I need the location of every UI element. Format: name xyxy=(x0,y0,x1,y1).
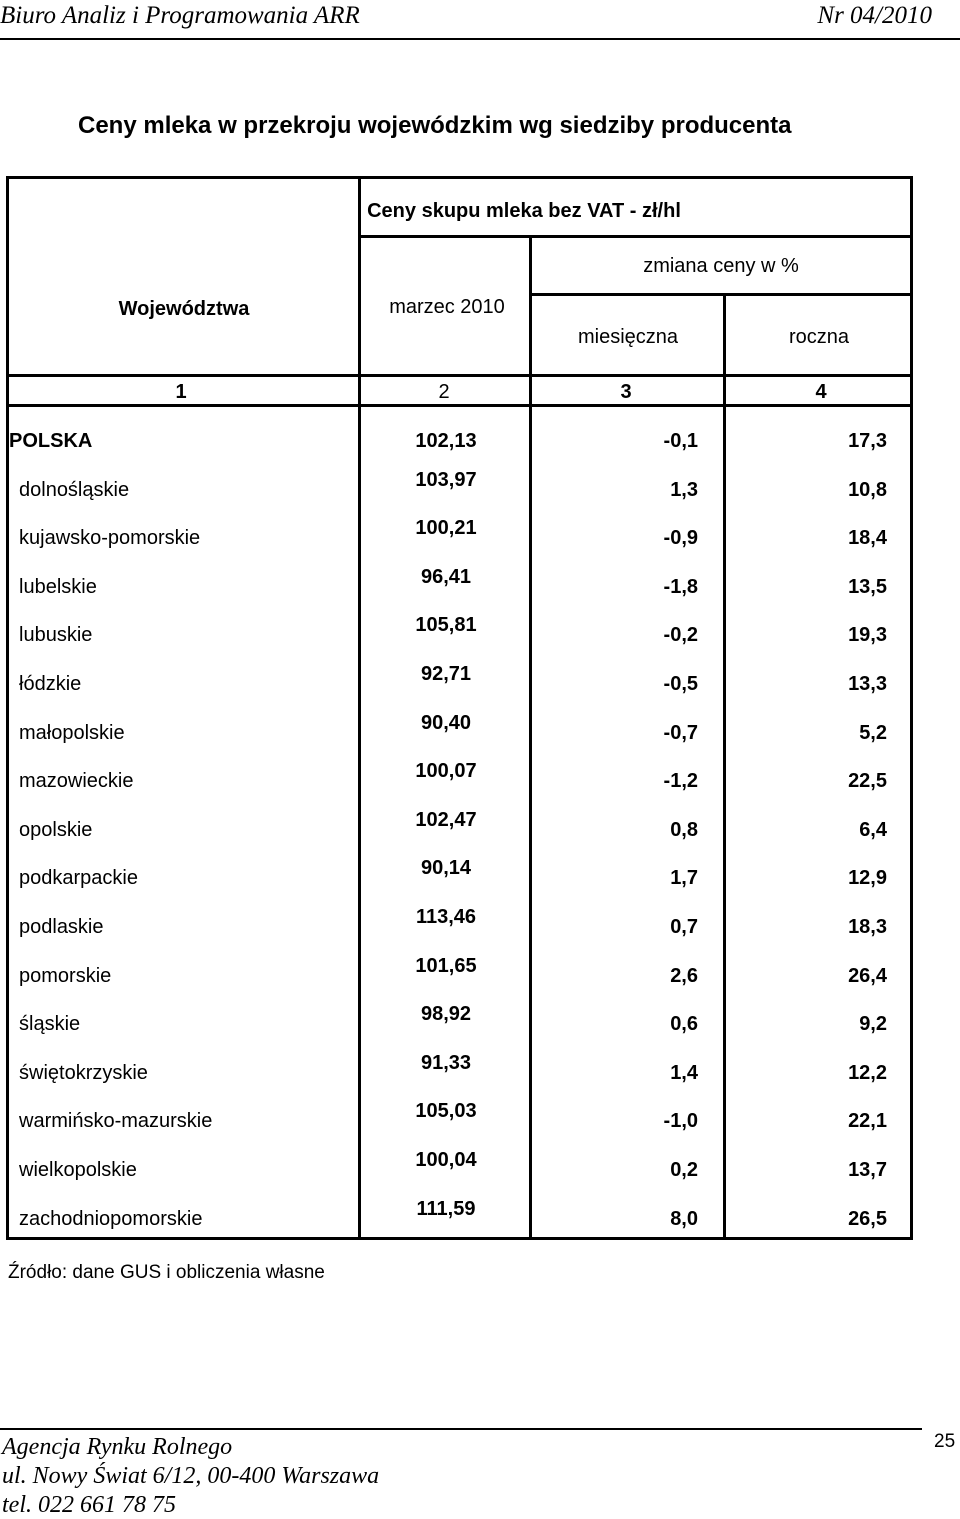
cell-price: 92,71 xyxy=(420,663,472,685)
cell-voivodeship: lubelskie xyxy=(19,575,97,598)
cell-annual-change: 26,5 xyxy=(848,1207,887,1230)
header-bottom-rule xyxy=(9,374,910,377)
footer-address: ul. Nowy Świat 6/12, 00-400 Warszawa xyxy=(2,1463,380,1489)
cell-annual-change: 18,4 xyxy=(848,527,887,550)
cell-price: 101,65 xyxy=(415,954,477,977)
cell-annual-change: 17,3 xyxy=(848,430,887,452)
cell-price: 111,59 xyxy=(416,1197,476,1220)
column-numbers-rule xyxy=(9,404,910,407)
cell-voivodeship: mazowieckie xyxy=(19,770,134,793)
cell-monthly-change: 1,4 xyxy=(670,1061,698,1084)
col-number-3: 3 xyxy=(620,381,632,403)
cell-price: 102,47 xyxy=(415,808,477,831)
cell-annual-change: 12,9 xyxy=(848,867,887,890)
cell-annual-change: 19,3 xyxy=(848,624,887,647)
cell-monthly-change: 1,3 xyxy=(670,478,698,501)
cell-annual-change: 13,3 xyxy=(848,673,887,695)
cell-monthly-change: 1,7 xyxy=(670,867,698,890)
cell-monthly-change: 0,7 xyxy=(670,916,698,938)
header-rule xyxy=(0,38,960,40)
cell-annual-change: 22,5 xyxy=(848,770,887,793)
cell-price: 105,81 xyxy=(415,614,477,637)
footer-agency: Agencja Rynku Rolnego xyxy=(2,1434,233,1460)
col-number-2: 2 xyxy=(438,381,450,403)
cell-annual-change: 18,3 xyxy=(848,916,887,938)
milk-price-table xyxy=(6,176,913,1240)
group-header-rule xyxy=(361,235,910,238)
cell-voivodeship: dolnośląskie xyxy=(19,478,130,501)
cell-monthly-change: 0,8 xyxy=(670,818,698,841)
cell-price: 90,14 xyxy=(420,857,472,880)
col-header-monthly: miesięczna xyxy=(577,326,679,348)
cell-voivodeship: opolskie xyxy=(19,818,93,841)
cell-price: 90,40 xyxy=(420,711,472,734)
cell-annual-change: 5,2 xyxy=(859,721,887,744)
cell-annual-change: 9,2 xyxy=(859,1013,887,1036)
cell-price: 102,13 xyxy=(415,430,477,452)
cell-voivodeship: podlaskie xyxy=(19,916,104,938)
cell-voivodeship: POLSKA xyxy=(9,430,93,452)
col-number-4: 4 xyxy=(815,381,827,403)
cell-price: 98,92 xyxy=(420,1003,472,1026)
source-note: Źródło: dane GUS i obliczenia własne xyxy=(8,1262,325,1283)
cell-price: 100,21 xyxy=(415,517,477,540)
col-divider-3 xyxy=(723,293,726,1237)
col-divider-2 xyxy=(529,235,532,1237)
cell-monthly-change: -1,0 xyxy=(663,1110,698,1133)
group-header: Ceny skupu mleka bez VAT - zł/hl xyxy=(367,200,681,222)
cell-price: 100,04 xyxy=(415,1149,477,1171)
col-header-voivodeship: Województwa xyxy=(118,298,250,320)
cell-price: 103,97 xyxy=(415,468,477,491)
cell-voivodeship: wielkopolskie xyxy=(19,1159,137,1181)
document-title: Ceny mleka w przekroju wojewódzkim wg siedziby producenta xyxy=(78,112,792,139)
cell-monthly-change: 8,0 xyxy=(670,1207,698,1230)
cell-monthly-change: -1,2 xyxy=(663,770,698,793)
cell-monthly-change: -0,5 xyxy=(663,673,698,695)
cell-monthly-change: 0,6 xyxy=(670,1013,698,1036)
col-header-price: marzec 2010 xyxy=(389,296,505,318)
cell-annual-change: 13,5 xyxy=(848,575,887,598)
cell-voivodeship: zachodniopomorskie xyxy=(19,1207,203,1230)
cell-monthly-change: 0,2 xyxy=(670,1159,698,1181)
col-number-1: 1 xyxy=(175,381,187,403)
cell-monthly-change: 2,6 xyxy=(670,964,698,987)
col-header-annual: roczna xyxy=(788,326,850,348)
header-publisher: Biuro Analiz i Programowania ARR xyxy=(0,2,360,29)
cell-price: 105,03 xyxy=(415,1100,477,1123)
cell-annual-change: 6,4 xyxy=(859,818,887,841)
cell-monthly-change: -1,8 xyxy=(663,575,698,598)
change-header: zmiana ceny w % xyxy=(643,255,799,277)
cell-voivodeship: łódzkie xyxy=(19,673,82,695)
cell-voivodeship: śląskie xyxy=(19,1013,81,1036)
cell-voivodeship: pomorskie xyxy=(19,964,112,987)
cell-annual-change: 22,1 xyxy=(848,1110,887,1133)
page-number: 25 xyxy=(934,1431,956,1452)
cell-annual-change: 26,4 xyxy=(848,964,887,987)
cell-voivodeship: świętokrzyskie xyxy=(19,1061,148,1084)
footer-rule xyxy=(0,1428,922,1430)
cell-voivodeship: małopolskie xyxy=(19,721,125,744)
cell-price: 96,41 xyxy=(420,565,472,588)
cell-annual-change: 12,2 xyxy=(848,1061,887,1084)
header-issue-number: Nr 04/2010 xyxy=(817,2,932,29)
cell-monthly-change: -0,2 xyxy=(663,624,698,647)
cell-voivodeship: warmińsko-mazurskie xyxy=(19,1110,213,1133)
cell-voivodeship: lubuskie xyxy=(19,624,93,647)
cell-voivodeship: kujawsko-pomorskie xyxy=(19,527,201,550)
cell-monthly-change: -0,1 xyxy=(663,430,698,452)
cell-price: 100,07 xyxy=(415,760,477,783)
cell-price: 113,46 xyxy=(415,906,477,928)
change-header-rule xyxy=(532,293,910,296)
col-divider-1 xyxy=(358,179,361,1237)
cell-annual-change: 13,7 xyxy=(848,1159,887,1181)
cell-price: 91,33 xyxy=(420,1051,472,1074)
cell-monthly-change: -0,7 xyxy=(663,721,698,744)
cell-monthly-change: -0,9 xyxy=(663,527,698,550)
footer-phone: tel. 022 661 78 75 xyxy=(2,1492,176,1518)
cell-annual-change: 10,8 xyxy=(848,478,887,501)
cell-voivodeship: podkarpackie xyxy=(19,867,138,890)
